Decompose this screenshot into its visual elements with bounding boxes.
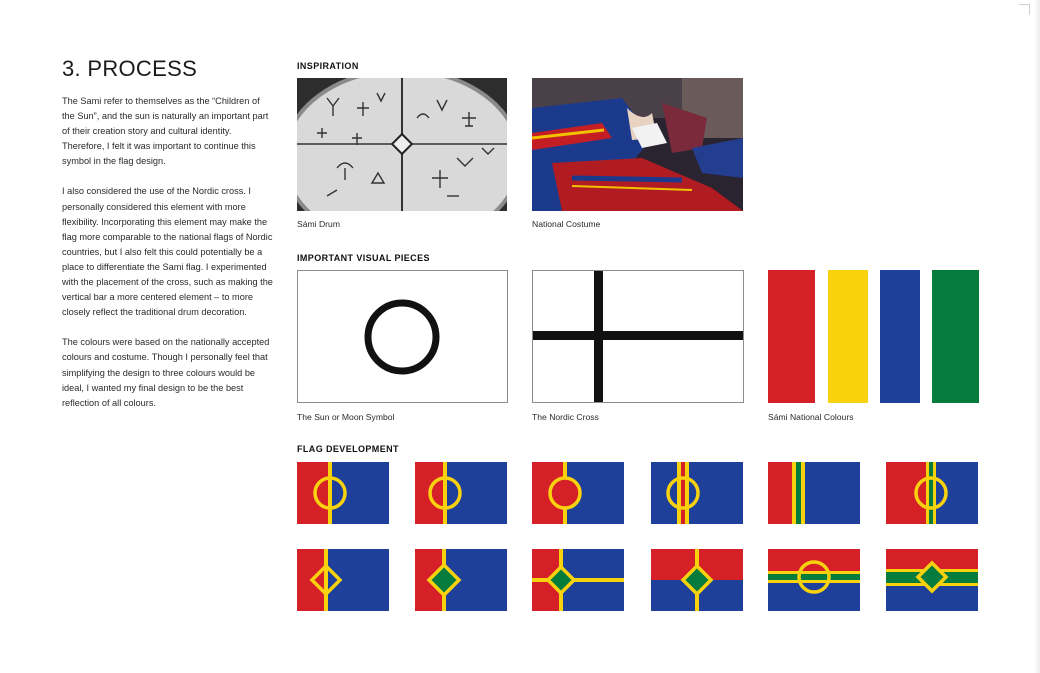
flag-variant-7: [297, 549, 389, 611]
flag-variant-5: [768, 462, 860, 524]
national-colours-panel: [768, 270, 979, 403]
national-costume-image: [532, 78, 743, 211]
national-colours-caption: Sámi National Colours: [768, 412, 854, 422]
colour-swatch-green: [932, 270, 979, 403]
flag-variant-2: [415, 462, 507, 524]
body-text: [62, 94, 274, 426]
flag-development-heading: FLAG DEVELOPMENT: [297, 444, 399, 454]
flag-variant-1: [297, 462, 389, 524]
flag-variant-9: [532, 549, 624, 611]
colour-swatch-yellow: [828, 270, 868, 403]
page-edge: [1034, 0, 1040, 673]
flag-variant-4: [651, 462, 743, 524]
flag-variant-3: [532, 462, 624, 524]
colour-swatch-blue: [880, 270, 920, 403]
sami-drum-caption: Sámi Drum: [297, 219, 340, 229]
flag-variant-12: [886, 549, 978, 611]
national-costume-caption: National Costume: [532, 219, 601, 229]
sun-symbol-panel: [297, 270, 508, 403]
sun-symbol-ring: [368, 303, 436, 371]
flag-variant-6: [886, 462, 978, 524]
cross-horizontal-bar: [533, 331, 743, 340]
page-title: 3. PROCESS: [62, 56, 198, 81]
flag-variant-11: [768, 549, 860, 611]
nordic-cross-panel: [532, 270, 744, 403]
sun-symbol-caption: The Sun or Moon Symbol: [297, 412, 395, 422]
paragraph-sun: The Sami refer to themselves as the “Children of the Sun”, and the sun is naturally an important part of their creation story and cultural identity. Therefore, I felt it was important to continue this symbol in the flag design.: [62, 96, 269, 167]
paragraph-colours: The colours were based on the nationally accepted colours and costume. Though I personally feel that simplifying the design to three colours would be ideal, I wanted my final design to be the best reflection of all colours.: [62, 337, 270, 408]
flag-variant-8: [415, 549, 507, 611]
crop-mark: [1019, 4, 1030, 15]
colour-swatch-red: [768, 270, 815, 403]
flag-variant-10: [651, 549, 743, 611]
nordic-cross-caption: The Nordic Cross: [532, 412, 599, 422]
paragraph-cross: I also considered the use of the Nordic cross. I personally considered this element with more flexibility. Incorporating this element may make the flag more comparable to the national flags of Nordic countries, but I also felt this could potentially be a place to differentiate the Sami flag. I experimented with the placement of the cross, such as making the vertical bar a more centered element – to more closely reflect the traditional drum decoration.: [62, 186, 273, 318]
inspiration-heading: INSPIRATION: [297, 61, 359, 71]
visual-pieces-heading: IMPORTANT VISUAL PIECES: [297, 253, 430, 263]
sami-drum-image: [297, 78, 507, 211]
